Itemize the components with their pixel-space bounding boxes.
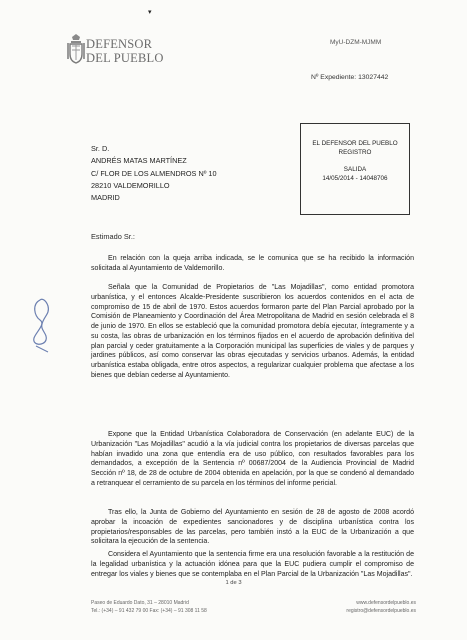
body-paragraph: Expone que la Entidad Urbanística Colaboradora de Conservación (en adelante EUC) de la Urbanización "Las Mojadillas" acudió a la vía judicial contra los propietarios de diversas parcelas que habían invadido una zona que entendía era de uso público, con resultados favorables para los demandados, a excepción de la Sentencia nº 00687/2004 de la Audiencia Provincial de Madrid Sección nº 18, de 28 de octubre de 2004 obtenida en apelación, por la que se condenó al demandado a retranquear el cerramiento de su parcela en los términos del informe pericial. — [91, 431, 414, 487]
footer-right — [323, 600, 416, 615]
body-paragraph: En relación con la queja arriba indicada, se le comunica que se ha recibido la información solicitada al Ayuntamiento de Valdemorillo. — [91, 255, 414, 272]
recipient-address — [91, 143, 217, 204]
reference-code: MyU-DZM-MJMM — [330, 39, 382, 46]
body-paragraph: Tras ello, la Junta de Gobierno del Ayuntamiento en sesión de 28 de agosto de 2008 acordó aprobar la incoación de expedientes sancionadores y de disciplina urbanística contra los propietarios/responsables de las parcelas, pero también instó a la EUC de la Urbanización a que solicitara la ejecución de la sentencia. — [91, 509, 414, 546]
stamp-line: 14/05/2014 - 14048706 — [322, 174, 388, 182]
recipient-line: MADRID — [91, 193, 120, 203]
stamp-line: EL DEFENSOR DEL PUEBLO — [312, 140, 398, 147]
greeting: Estimado Sr.: — [91, 232, 135, 241]
footer-web-link[interactable]: www.defensordelpueblo.es — [356, 600, 416, 606]
page-number: 1 de 3 — [225, 580, 242, 586]
footer-left — [91, 600, 207, 615]
stamp-line: REGISTRO — [338, 149, 372, 157]
body-paragraph: Señala que la Comunidad de Propietarios de "Las Mojadillas", como entidad promotora urbanística, y el entonces Alcalde-Presidente suscribieron los acuerdos contenidos en el acta de compromiso de 15 de abril de 1970. Estos acuerdos formaron parte del Plan Parcial aprobado por la Comisión de Planeamiento y Coordinación del Área Metropolitana de Madrid en sesión celebrada el 8 de junio de 1970. En ellos se estableció que la comunidad promotora debía ejecutar, íntegramente y a su costa, las obras de urbanización en los términos fijados en el acuerdo de aprobación definitiva del plan parcial y ceder gratuitamente a la Corporación municipal las superficies de viales y de parques y jardines públicos, así como conservar las obras ejecutadas y servicios urbanos. Además, la entidad urbanística estaba obligada, entre otros aspectos, a regularizar cualquier problema que afectase a los bienes que debían cederse al Ayuntamiento. — [91, 284, 414, 379]
footer-phone: Tel.: (+34) – 91 432 79 00 Fax: (+34) – 91 308 11 58 — [91, 607, 207, 614]
scan-mark: ▾ — [148, 9, 152, 16]
stamp-line: SALIDA — [343, 165, 367, 173]
footer-email-link[interactable]: registro@defensordelpueblo.es — [346, 607, 416, 614]
registry-stamp — [300, 123, 410, 215]
expediente-number: Nº Expediente: 13027442 — [311, 74, 389, 81]
defensor-logo — [66, 34, 164, 68]
handwritten-initials — [26, 294, 56, 360]
recipient-line: 28210 VALDEMORILLO — [91, 180, 170, 190]
footer-address: Paseo de Eduardo Dato, 31 – 28010 Madrid — [91, 600, 189, 606]
body-paragraph: Considera el Ayuntamiento que la sentencia firme era una resolución favorable a la restitución de la legalidad urbanística y la actuación idónea para que la EUC pudiera cumplir el compromiso de entregar los viales y bienes que se contemplaba en el Plan Parcial de la Urbanización "Las Mojadillas". — [91, 551, 414, 578]
recipient-line: C/ FLOR DE LOS ALMENDROS Nº 10 — [91, 168, 217, 178]
logo-text-line1: DEFENSOR — [86, 37, 153, 51]
recipient-line: Sr. D. — [91, 144, 110, 153]
recipient-line: ANDRÉS MATAS MARTÍNEZ — [91, 156, 187, 166]
coat-of-arms-icon — [66, 34, 86, 64]
logo-text-line2: DEL PUEBLO — [86, 51, 164, 65]
